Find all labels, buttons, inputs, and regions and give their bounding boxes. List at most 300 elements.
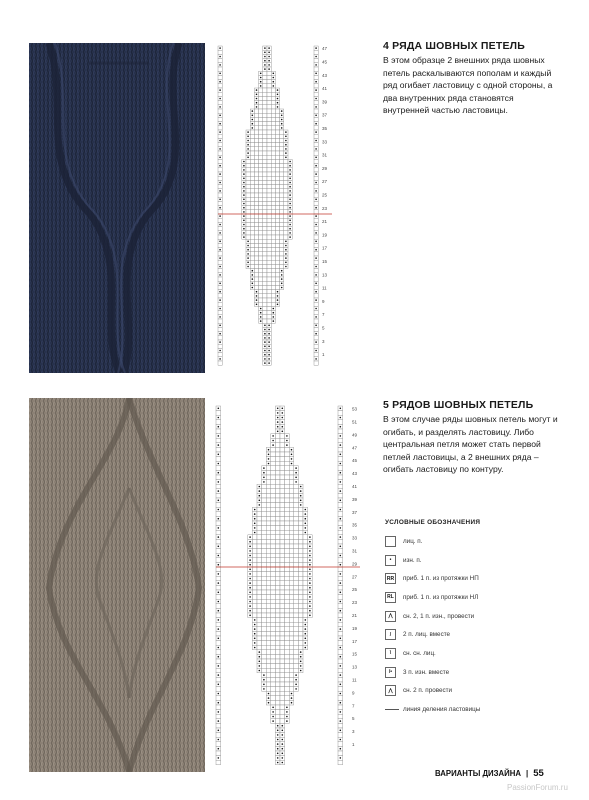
purl-dot <box>219 341 221 343</box>
chart-cell <box>267 109 271 113</box>
chart-cell <box>262 507 267 512</box>
chart-cell <box>280 248 284 252</box>
chart-cell <box>262 539 267 544</box>
chart-cell <box>252 562 257 567</box>
chart-cell <box>267 206 271 210</box>
chart-cell <box>271 126 275 130</box>
chart-cell <box>275 608 280 613</box>
chart-cell <box>275 227 279 231</box>
purl-dot <box>268 697 270 699</box>
chart-cell <box>275 143 279 147</box>
chart-cell <box>262 595 267 600</box>
chart-cell <box>271 700 276 705</box>
purl-dot <box>218 582 220 584</box>
chart-cell <box>254 134 258 138</box>
chart-cell <box>275 535 280 540</box>
chart-cell <box>254 122 258 126</box>
chart-cell <box>250 189 254 193</box>
chart-cell <box>262 498 267 503</box>
chart-cell <box>275 189 279 193</box>
chart-cell <box>280 691 285 696</box>
chart-cell <box>303 539 308 544</box>
side-cell <box>338 613 343 618</box>
purl-dot <box>218 472 220 474</box>
chart-cell <box>263 290 267 294</box>
watermark-text: PassionForum.ru <box>507 783 568 792</box>
chart-cell <box>263 109 267 113</box>
side-cell <box>216 521 221 526</box>
chart-cell <box>254 168 258 172</box>
purl-dot <box>249 610 251 612</box>
row-number: 17 <box>322 245 328 251</box>
purl-dot <box>289 236 291 238</box>
purl-dot <box>259 661 261 663</box>
purl-dot <box>315 249 317 251</box>
chart-cell <box>262 654 267 659</box>
chart-cell <box>254 176 258 180</box>
chart-cell <box>246 180 250 184</box>
section-5-rows <box>383 399 559 476</box>
grey-knit-sample-photo <box>29 398 205 772</box>
side-cell <box>216 650 221 655</box>
chart-cell <box>289 631 294 636</box>
chart-cell <box>280 631 285 636</box>
chart-cell <box>275 206 279 210</box>
purl-dot <box>264 60 266 62</box>
chart-cell <box>257 572 262 577</box>
purl-dot <box>218 628 220 630</box>
chart-cell <box>275 562 280 567</box>
chart-cell <box>271 285 275 289</box>
purl-dot <box>300 495 302 497</box>
purl-dot <box>289 178 291 180</box>
chart-cell <box>285 590 290 595</box>
chart-cell <box>289 512 294 517</box>
chart-cell <box>250 256 254 260</box>
chart-cell <box>271 654 276 659</box>
row-number: 3 <box>322 338 325 344</box>
side-cell <box>218 193 222 197</box>
chart-cell <box>257 558 262 563</box>
chart-cell <box>267 201 271 205</box>
side-cell <box>218 50 222 54</box>
purl-dot <box>243 190 245 192</box>
purl-dot <box>247 140 249 142</box>
purl-dot <box>282 753 284 755</box>
row-number: 9 <box>322 298 325 304</box>
purl-dot <box>282 743 284 745</box>
purl-dot <box>254 527 256 529</box>
chart-cell <box>271 691 276 696</box>
chart-cell <box>267 302 271 306</box>
purl-dot <box>340 564 342 566</box>
purl-dot <box>247 245 249 247</box>
chart-cell <box>303 535 308 540</box>
purl-dot <box>249 569 251 571</box>
legend-item <box>385 588 560 607</box>
chart-cell <box>252 576 257 581</box>
purl-dot <box>218 546 220 548</box>
chart-cell <box>262 503 267 508</box>
chart-cell <box>285 595 290 600</box>
section-5-text: В этом случае ряды шовных петель могут и огибать, и разделять ластовицу. Либо центральная петля может стать первой петлей ластовицы, а 2 внешних ряда – огибать ластовицу по контуру. <box>383 414 558 475</box>
purl-dot <box>263 467 265 469</box>
chart-cell <box>259 105 263 109</box>
side-cell <box>314 193 318 197</box>
chart-cell <box>262 581 267 586</box>
chart-cell <box>285 687 290 692</box>
chart-cell <box>289 553 294 558</box>
chart-cell <box>267 176 271 180</box>
purl-dot <box>315 148 317 150</box>
chart-cell <box>280 714 285 719</box>
side-cell <box>338 549 343 554</box>
chart-cell <box>298 604 303 609</box>
chart-cell <box>294 659 299 664</box>
chart-cell <box>298 516 303 521</box>
chart-cell <box>266 682 271 687</box>
side-cell <box>314 353 318 357</box>
side-cell <box>216 595 221 600</box>
purl-dot <box>243 182 245 184</box>
chart-cell <box>271 302 275 306</box>
row-number: 17 <box>352 638 358 644</box>
increase-right-icon: RR <box>385 573 396 584</box>
chart-cell <box>271 677 276 682</box>
chart-cell <box>254 201 258 205</box>
purl-dot <box>282 417 284 419</box>
side-cell <box>314 302 318 306</box>
chart-cell <box>266 475 271 480</box>
purl-dot <box>218 619 220 621</box>
purl-dot <box>340 509 342 511</box>
chart-cell <box>280 604 285 609</box>
chart-cell <box>254 151 258 155</box>
row-number: 29 <box>352 561 358 567</box>
purl-dot <box>219 249 221 251</box>
purl-dot <box>281 270 283 272</box>
purl-dot <box>247 249 249 251</box>
chart-cell <box>294 507 299 512</box>
chart-cell <box>263 117 267 121</box>
side-cell <box>218 151 222 155</box>
chart-cell <box>252 604 257 609</box>
row-number: 45 <box>322 59 328 65</box>
footer-separator: | <box>526 769 529 778</box>
purl-dot <box>264 47 266 49</box>
chart-cell <box>298 608 303 613</box>
side-cell <box>314 176 318 180</box>
side-cell <box>338 447 343 452</box>
chart-cell <box>266 503 271 508</box>
purl-dot <box>305 532 307 534</box>
chart-cell <box>280 147 284 151</box>
chart-cell <box>275 155 279 159</box>
chart-cell <box>303 608 308 613</box>
row-number: 31 <box>352 548 358 554</box>
chart-cell <box>275 595 280 600</box>
side-cell <box>314 218 318 222</box>
purl-dot <box>243 203 245 205</box>
chart-cell <box>271 664 276 669</box>
chart-cell <box>254 185 258 189</box>
purl-dot <box>315 316 317 318</box>
chart-cell <box>275 168 279 172</box>
chart-cell <box>254 264 258 268</box>
chart-cell <box>254 197 258 201</box>
legend-item <box>385 625 560 644</box>
chart-cell <box>267 294 271 298</box>
purl-dot <box>282 762 284 764</box>
chart-cell <box>267 214 271 218</box>
purl-dot <box>315 232 317 234</box>
side-cell <box>314 344 318 348</box>
purl-dot <box>218 527 220 529</box>
chart-cell <box>267 75 271 79</box>
chart-cell <box>259 143 263 147</box>
chart-cell <box>285 475 290 480</box>
purl-dot <box>256 89 258 91</box>
chart-cell <box>263 206 267 210</box>
chart-cell <box>298 631 303 636</box>
chart-cell <box>262 618 267 623</box>
chart-cell <box>271 269 275 273</box>
side-cell <box>218 176 222 180</box>
purl-dot <box>285 131 287 133</box>
chart-cell <box>280 264 284 268</box>
chart-cell <box>271 218 275 222</box>
purl-dot <box>252 115 254 117</box>
chart-cell <box>275 180 279 184</box>
side-cell <box>218 361 222 365</box>
chart-cell <box>275 585 280 590</box>
chart-cell <box>257 595 262 600</box>
chart-cell <box>250 164 254 168</box>
purl-stitch-icon: • <box>385 555 396 566</box>
side-cell <box>338 650 343 655</box>
chart-cell <box>266 608 271 613</box>
side-cell <box>218 277 222 281</box>
chart-cell <box>298 530 303 535</box>
chart-cell <box>271 201 275 205</box>
purl-dot <box>218 730 220 732</box>
purl-dot <box>259 670 261 672</box>
chart-cell <box>275 659 280 664</box>
chart-cell <box>275 572 280 577</box>
side-cell <box>338 641 343 646</box>
chart-cell <box>267 126 271 130</box>
chart-cell <box>294 618 299 623</box>
chart-cell <box>263 193 267 197</box>
purl-dot <box>340 582 342 584</box>
purl-dot <box>243 199 245 201</box>
chart-cell <box>275 231 279 235</box>
chart-cell <box>266 567 271 572</box>
purl-dot <box>260 77 262 79</box>
chart-cell <box>271 641 276 646</box>
chart-cell <box>275 539 280 544</box>
purl-dot <box>277 730 279 732</box>
purl-dot <box>218 739 220 741</box>
chart-cell <box>271 553 276 558</box>
side-cell <box>218 243 222 247</box>
chart-cell <box>266 585 271 590</box>
side-cell <box>216 466 221 471</box>
chart-cell <box>266 581 271 586</box>
chart-cell <box>289 535 294 540</box>
purl-dot <box>273 77 275 79</box>
chart-cell <box>275 214 279 218</box>
chart-cell <box>257 535 262 540</box>
purl-dot <box>277 102 279 104</box>
chart-cell <box>254 248 258 252</box>
side-cell <box>218 302 222 306</box>
chart-cell <box>284 176 288 180</box>
chart-cell <box>275 243 279 247</box>
chart-cell <box>271 227 275 231</box>
purl-dot <box>309 587 311 589</box>
purl-dot <box>256 295 258 297</box>
side-cell <box>218 143 222 147</box>
chart-cell <box>275 489 280 494</box>
chart-cell <box>266 549 271 554</box>
chart-cell <box>284 210 288 214</box>
chart-cell <box>280 705 285 710</box>
chart-cell <box>254 189 258 193</box>
chart-cell <box>271 101 275 105</box>
side-cell <box>338 677 343 682</box>
chart-cell <box>271 668 276 673</box>
chart-cell <box>246 218 250 222</box>
purl-dot <box>285 249 287 251</box>
purl-dot <box>268 337 270 339</box>
purl-dot <box>263 481 265 483</box>
chart-cell <box>298 521 303 526</box>
chart-cell <box>250 147 254 151</box>
row-number: 29 <box>322 165 328 171</box>
purl-dot <box>309 592 311 594</box>
chart-cell <box>280 608 285 613</box>
chart-cell <box>275 480 280 485</box>
chart-cell <box>267 235 271 239</box>
purl-dot <box>289 173 291 175</box>
side-cell <box>218 319 222 323</box>
chart-cell <box>267 122 271 126</box>
chart-cell <box>275 151 279 155</box>
purl-dot <box>277 98 279 100</box>
purl-dot <box>273 85 275 87</box>
chart-cell <box>263 256 267 260</box>
chart-cell <box>289 654 294 659</box>
purl-dot <box>285 157 287 159</box>
chart-cell <box>266 539 271 544</box>
chart-cell <box>275 443 280 448</box>
purl-dot <box>254 509 256 511</box>
chart-cell <box>294 590 299 595</box>
purl-dot <box>273 312 275 314</box>
chart-cell <box>266 627 271 632</box>
chart-cell <box>254 231 258 235</box>
chart-cell <box>275 264 279 268</box>
chart-cell <box>271 294 275 298</box>
chart-cell <box>271 461 276 466</box>
side-cell <box>314 159 318 163</box>
purl-dot <box>218 500 220 502</box>
purl-dot <box>243 169 245 171</box>
chart-cell <box>280 562 285 567</box>
chart-cell <box>266 516 271 521</box>
chart-cell <box>257 585 262 590</box>
chart-cell <box>259 231 263 235</box>
chart-cell <box>267 231 271 235</box>
chart-cell <box>263 101 267 105</box>
chart-cell <box>271 581 276 586</box>
purl-dot <box>219 173 221 175</box>
side-cell <box>314 269 318 273</box>
chart-cell <box>250 176 254 180</box>
chart-cell <box>267 96 271 100</box>
purl-dot <box>254 532 256 534</box>
chart-cell <box>266 530 271 535</box>
chart-cell <box>275 654 280 659</box>
row-number: 23 <box>322 205 328 211</box>
chart-cell <box>246 172 250 176</box>
chart-cell <box>285 572 290 577</box>
chart-cell <box>259 159 263 163</box>
chart-cell <box>267 185 271 189</box>
chart-cell <box>285 618 290 623</box>
chart-cell <box>285 599 290 604</box>
purl-dot <box>315 98 317 100</box>
purl-dot <box>247 152 249 154</box>
purl-dot <box>254 633 256 635</box>
side-cell <box>216 604 221 609</box>
chart-cell <box>275 700 280 705</box>
purl-dot <box>219 215 221 217</box>
chart-cell <box>271 206 275 210</box>
chart-cell <box>263 227 267 231</box>
chart-cell <box>271 576 276 581</box>
purl-dot <box>282 734 284 736</box>
purl-dot <box>268 449 270 451</box>
purl-dot <box>259 656 261 658</box>
chart-cell <box>280 256 284 260</box>
purl-dot <box>305 509 307 511</box>
purl-dot <box>315 157 317 159</box>
chart-cell <box>275 691 280 696</box>
chart-cell <box>254 252 258 256</box>
chart-cell <box>262 572 267 577</box>
chart-cell <box>294 581 299 586</box>
purl-dot <box>289 211 291 213</box>
purl-dot <box>315 173 317 175</box>
chart-cell <box>298 595 303 600</box>
chart-cell <box>285 682 290 687</box>
purl-dot <box>263 674 265 676</box>
chart-cell <box>294 613 299 618</box>
chart-cell <box>267 113 271 117</box>
chart-cell <box>289 558 294 563</box>
section-5-title: 5 РЯДОВ ШОВНЫХ ПЕТЕЛЬ <box>383 399 534 411</box>
chart-cell <box>250 210 254 214</box>
side-cell <box>216 530 221 535</box>
chart-cell <box>266 470 271 475</box>
purl-dot <box>340 463 342 465</box>
purl-dot <box>218 720 220 722</box>
chart-cell <box>294 539 299 544</box>
side-cell <box>218 92 222 96</box>
gusset-chart-4-rows <box>212 40 340 368</box>
